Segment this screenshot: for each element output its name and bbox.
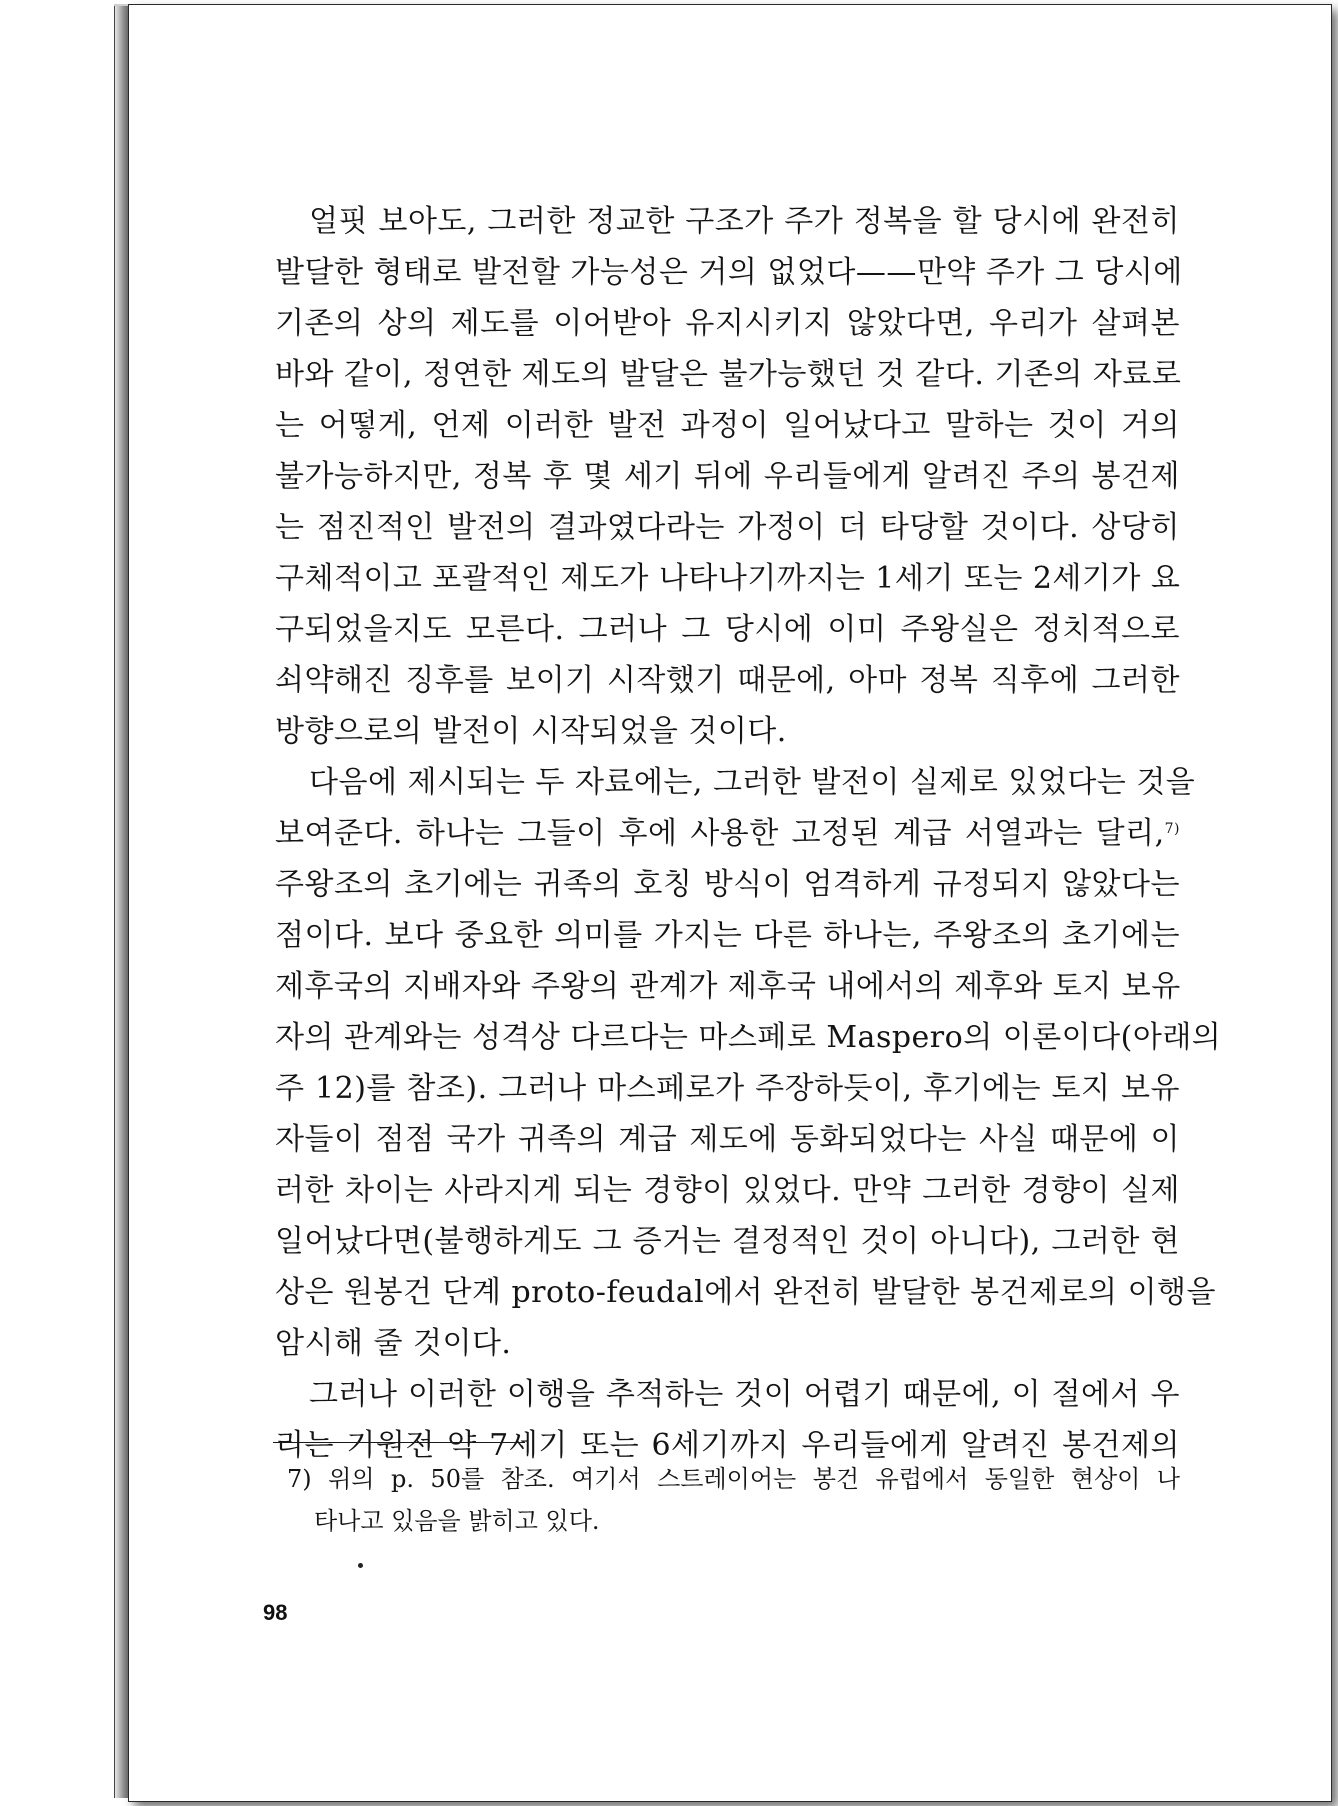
text-line: 그러나 이러한 이행을 추적하는 것이 어렵기 때문에, 이 절에서 우: [309, 1377, 1180, 1412]
text-line: 구되었을지도 모른다. 그러나 그 당시에 이미 주왕실은 정치적으로: [275, 612, 1180, 647]
text-line: 다음에 제시되는 두 자료에는, 그러한 발전이 실제로 있었다는 것을: [309, 765, 1196, 800]
text-line: 는 어떻게, 언제 이러한 발전 과정이 일어났다고 말하는 것이 거의: [275, 408, 1180, 443]
text-line: 는 점진적인 발전의 결과였다라는 가정이 더 타당할 것이다. 상당히: [275, 510, 1180, 545]
text-line: 주 12)를 참조). 그러나 마스페로가 주장하듯이, 후기에는 토지 보유: [275, 1071, 1180, 1106]
print-speck: [358, 1563, 363, 1568]
text-line: 기존의 상의 제도를 이어받아 유지시키지 않았다면, 우리가 살펴본: [275, 306, 1180, 341]
text-line: 러한 차이는 사라지게 되는 경향이 있었다. 만약 그러한 경향이 실제: [275, 1173, 1180, 1208]
text-line: 자들이 점점 국가 귀족의 계급 제도에 동화되었다는 사실 때문에 이: [275, 1122, 1180, 1157]
text-line: 불가능하지만, 정복 후 몇 세기 뒤에 우리들에게 알려진 주의 봉건제: [275, 459, 1180, 494]
footnote-marker[interactable]: 7): [1164, 821, 1180, 837]
text-line: 리는 기원전 약 7세기 또는 6세기까지 우리들에게 알려진 봉건제의: [275, 1428, 1180, 1463]
text-line-content: 보여준다. 하나는 그들이 후에 사용한 고정된 계급 서열과는 달리,: [275, 816, 1165, 851]
text-line: 발달한 형태로 발전할 가능성은 거의 없었다——만약 주가 그 당시에: [275, 255, 1183, 290]
page-number: 98: [263, 1600, 288, 1625]
footnote-divider: [273, 1442, 525, 1443]
text-line: 제후국의 지배자와 주왕의 관계가 제후국 내에서의 제후와 토지 보유: [275, 969, 1181, 1004]
footnote-line: 7) 위의 p. 50를 참조. 여기서 스트레이어는 봉건 유럽에서 동일한 현상이 나: [287, 1465, 1180, 1493]
text-line: 상은 원봉건 단계 proto-feudal에서 완전히 발달한 봉건제로의 이행을: [275, 1275, 1217, 1310]
text-line: 구체적이고 포괄적인 제도가 나타나기까지는 1세기 또는 2세기가 요: [275, 561, 1181, 596]
footnote-line: 타나고 있음을 밝히고 있다.: [314, 1507, 600, 1535]
text-line: 바와 같이, 정연한 제도의 발달은 불가능했던 것 같다. 기존의 자료로: [275, 357, 1182, 392]
text-line: 일어났다면(불행하게도 그 증거는 결정적인 것이 아니다), 그러한 현: [275, 1224, 1181, 1259]
text-line: 방향으로의 발전이 시작되었을 것이다.: [275, 714, 787, 749]
text-line: 쇠약해진 징후를 보이기 시작했기 때문에, 아마 정복 직후에 그러한: [275, 663, 1180, 698]
text-line: 점이다. 보다 중요한 의미를 가지는 다른 하나는, 주왕조의 초기에는: [275, 918, 1180, 953]
text-line-with-footnote: [275, 808, 1180, 859]
text-line: 얼핏 보아도, 그러한 정교한 구조가 주가 정복을 할 당시에 완전히: [309, 204, 1180, 239]
footnote: [287, 1458, 1180, 1542]
text-line: 주왕조의 초기에는 귀족의 호칭 방식이 엄격하게 규정되지 않았다는: [275, 867, 1180, 902]
text-line: 자의 관계와는 성격상 다르다는 마스페로 Maspero의 이론이다(아래의: [275, 1020, 1222, 1055]
text-line: 암시해 줄 것이다.: [275, 1326, 512, 1361]
body-text: [275, 196, 1222, 1471]
